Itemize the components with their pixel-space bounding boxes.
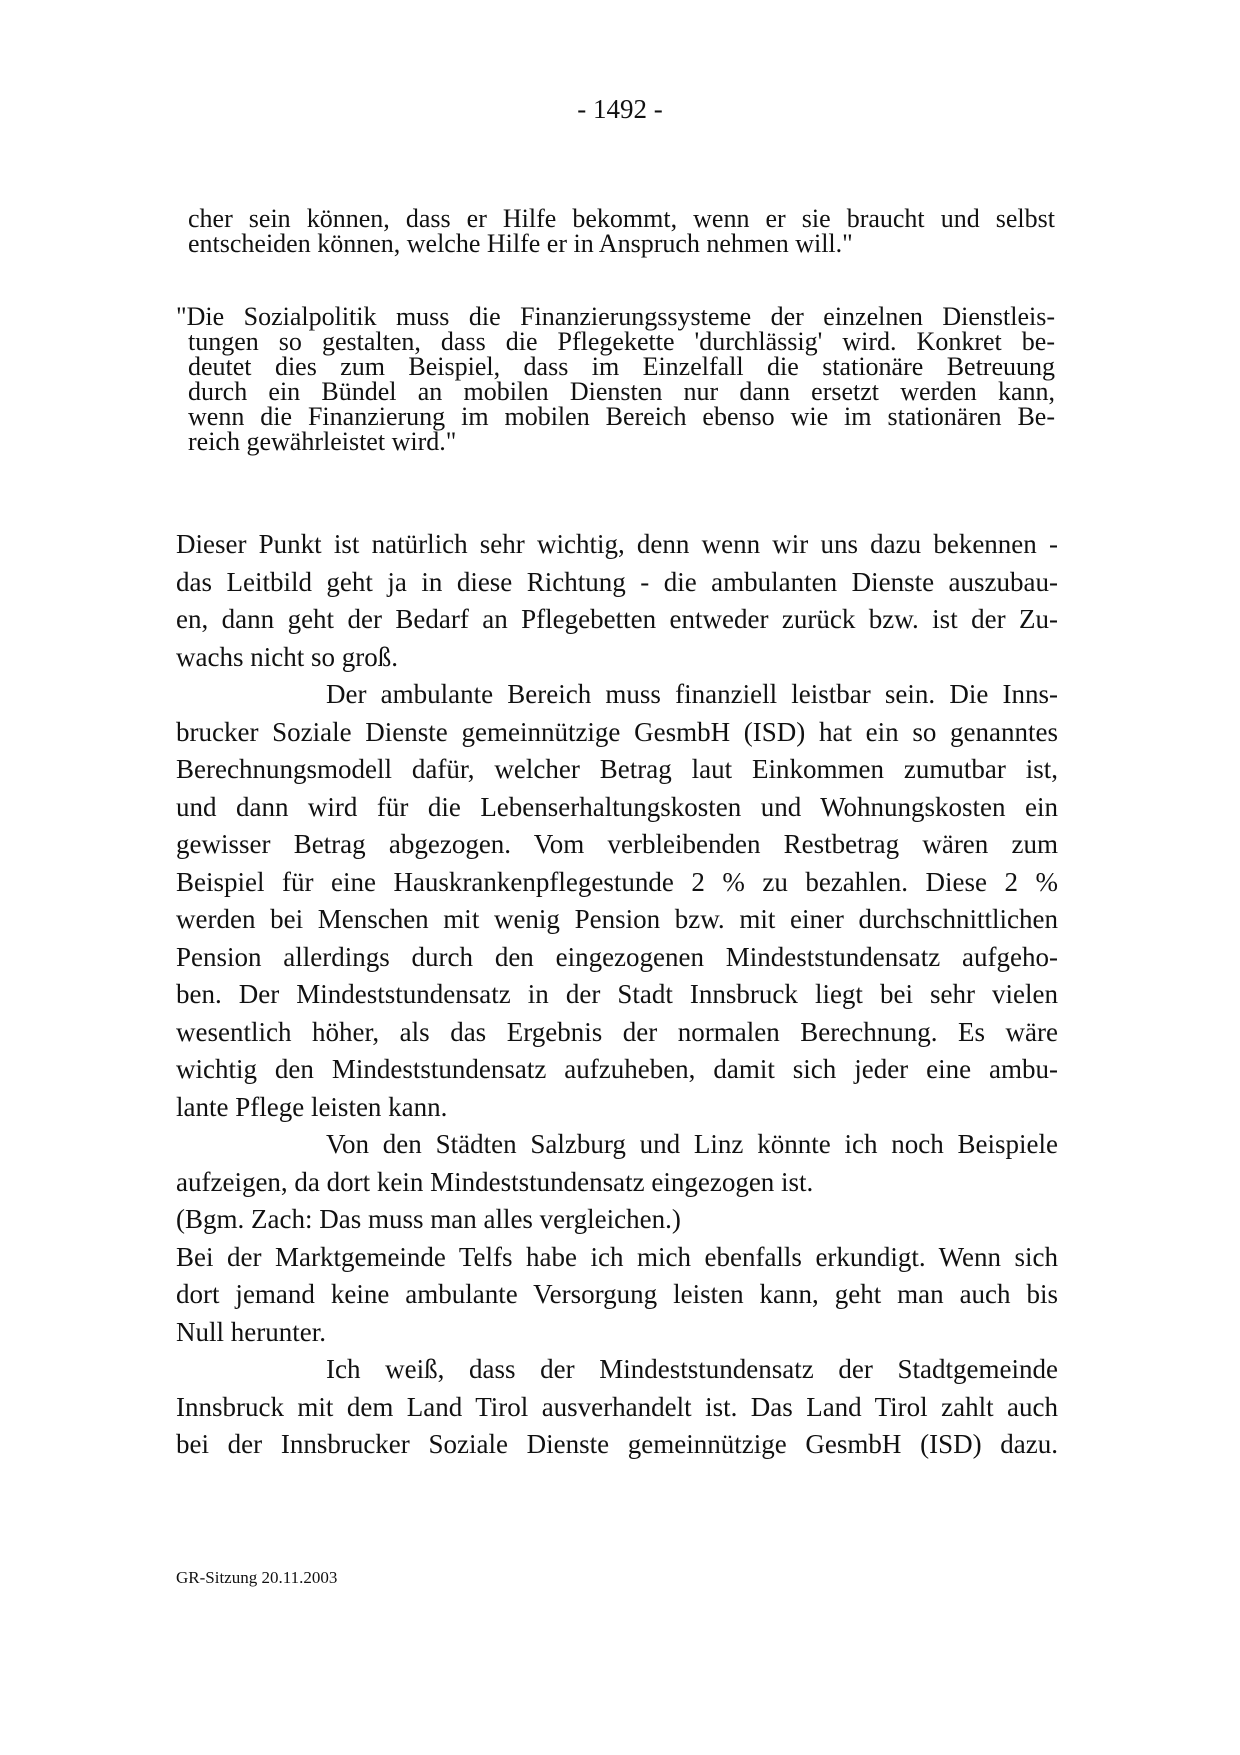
- text-line: reich gewährleistet wird.": [188, 427, 457, 456]
- text-line: aufzeigen, da dort kein Mindeststundensatz eingezogen ist.: [176, 1166, 814, 1197]
- text-line: wesentlich höher, als das Ergebnis der normalen Berechnung. Es wäre: [176, 1016, 1058, 1047]
- text-line: Beispiel für eine Hauskrankenpflegestunde 2 % zu bezahlen. Diese 2 %: [176, 866, 1058, 897]
- text-line: Null herunter.: [176, 1316, 326, 1347]
- text-line: Der ambulante Bereich muss finanziell leistbar sein. Die Inns-: [326, 679, 1058, 709]
- interjection-line: (Bgm. Zach: Das muss man alles vergleichen.): [176, 1204, 681, 1234]
- text-line: Bei der Marktgemeinde Telfs habe ich mich ebenfalls erkundigt. Wenn sich: [176, 1241, 1058, 1272]
- text-line: bei der Innsbrucker Soziale Dienste gemeinnützige GesmbH (ISD) dazu.: [176, 1429, 1058, 1459]
- body-text: [176, 526, 1058, 1464]
- text-line: und dann wird für die Lebenserhaltungskosten und Wohnungskosten ein: [176, 791, 1058, 822]
- text-line: Dieser Punkt ist natürlich sehr wichtig, denn wenn wir uns dazu bekennen -: [176, 529, 1058, 559]
- text-line: Berechnungsmodell dafür, welcher Betrag laut Einkommen zumutbar ist,: [176, 754, 1058, 784]
- text-line: cher sein können, dass er Hilfe bekommt, wenn er sie braucht und selbst: [188, 204, 1055, 233]
- text-line: brucker Soziale Dienste gemeinnützige GesmbH (ISD) hat ein so genanntes: [176, 716, 1058, 747]
- text-line: lante Pflege leisten kann.: [176, 1091, 448, 1122]
- page-number: - 1492 -: [577, 94, 663, 124]
- text-line: werden bei Menschen mit wenig Pension bzw. mit einer durchschnittlichen: [176, 904, 1058, 934]
- text-line: dort jemand keine ambulante Versorgung leisten kann, geht man auch bis: [176, 1279, 1058, 1309]
- text-line: tungen so gestalten, dass die Pflegekette 'durchlässig' wird. Konkret be-: [188, 327, 1055, 356]
- text-line: wichtig den Mindeststundensatz aufzuheben, damit sich jeder eine ambu-: [176, 1054, 1058, 1084]
- text-line: entscheiden können, welche Hilfe er in Anspruch nehmen will.": [188, 229, 853, 258]
- text-line: Innsbruck mit dem Land Tirol ausverhandelt ist. Das Land Tirol zahlt auch: [176, 1391, 1058, 1422]
- text-line: deutet dies zum Beispiel, dass im Einzelfall die stationäre Betreuung: [188, 352, 1055, 381]
- footer-session-date: GR-Sitzung 20.11.2003: [176, 1568, 338, 1587]
- quote-block-2: [176, 304, 1055, 454]
- text-line: wachs nicht so groß.: [176, 641, 398, 672]
- text-line: gewisser Betrag abgezogen. Vom verbleibenden Restbetrag wären zum: [176, 829, 1058, 859]
- text-line: Ich weiß, dass der Mindeststundensatz der Stadtgemeinde: [326, 1354, 1058, 1384]
- quote-block-1: [188, 206, 1055, 256]
- text-line: Pension allerdings durch den eingezogenen Mindeststundensatz aufgeho-: [176, 941, 1058, 972]
- text-line: "Die Sozialpolitik muss die Finanzierungssysteme der einzelnen Dienstleis-: [176, 302, 1055, 331]
- text-line: das Leitbild geht ja in diese Richtung - die ambulanten Dienste auszubau-: [176, 566, 1058, 597]
- text-line: wenn die Finanzierung im mobilen Bereich ebenso wie im stationären Be-: [188, 402, 1055, 431]
- text-line: durch ein Bündel an mobilen Diensten nur dann ersetzt werden kann,: [188, 377, 1055, 406]
- text-line: Von den Städten Salzburg und Linz könnte ich noch Beispiele: [326, 1129, 1058, 1159]
- text-line: ben. Der Mindeststundensatz in der Stadt Innsbruck liegt bei sehr vielen: [176, 979, 1058, 1009]
- text-line: en, dann geht der Bedarf an Pflegebetten entweder zurück bzw. ist der Zu-: [176, 604, 1058, 634]
